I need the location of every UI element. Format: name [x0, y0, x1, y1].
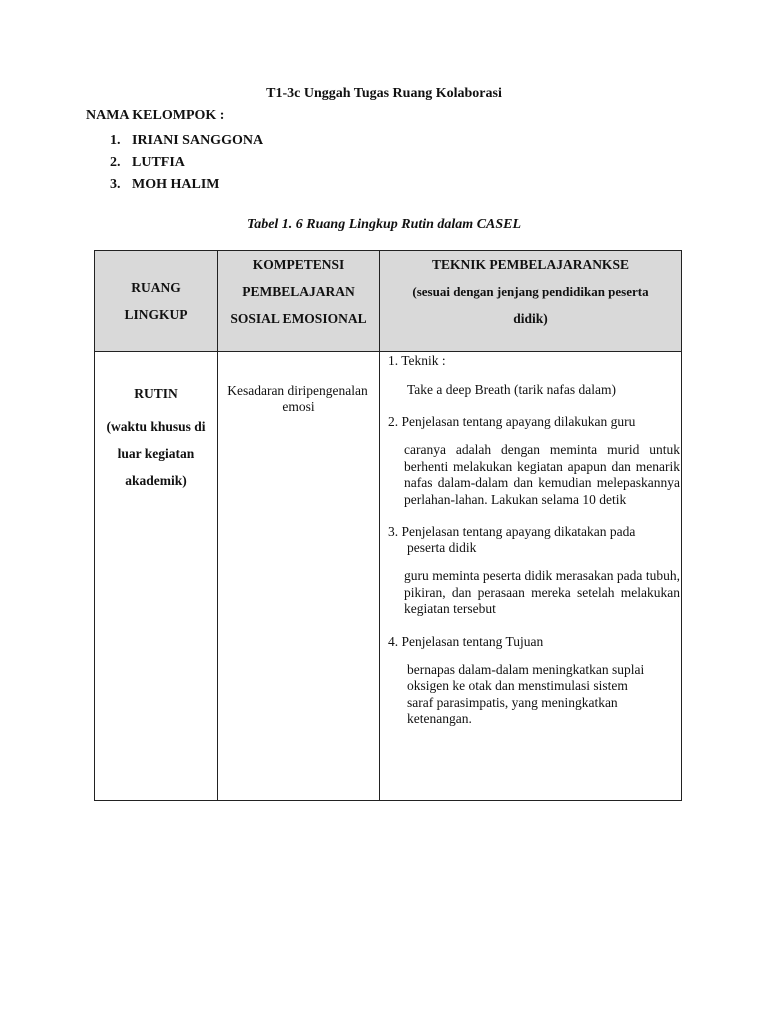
step2-title: 2. Penjelasan tentang apayang dilakukan guru	[388, 414, 636, 429]
step4-body: bernapas dalam-dalam meningkatkan suplai oksigen ke otak dan menstimulasi sistem saraf parasimpatis, yang meningkatkan ketenangan.	[407, 661, 645, 726]
table-row	[95, 352, 682, 801]
member-name: IRIANI SANGGONA	[132, 133, 264, 148]
cell-kompetensi: Kesadaran diripengenalan emosi	[218, 352, 380, 801]
lingkup-note: (waktu khusus di luar kegiatan akademik)	[106, 419, 206, 488]
casel-table	[94, 250, 682, 801]
list-item: 3. MOH HALIM	[110, 177, 220, 192]
table-caption: Tabel 1. 6 Ruang Lingkup Rutin dalam CASEL	[246, 217, 522, 232]
header-kompetensi: KOMPETENSI PEMBELAJARAN SOSIAL EMOSIONAL	[218, 251, 380, 352]
step3-title-cont: peserta didik	[407, 540, 477, 555]
cell-ruang-lingkup	[95, 352, 218, 801]
header-teknik: TEKNIK PEMBELAJARANKSE (sesuai dengan jenjang pendidikan peserta didik)	[380, 251, 682, 352]
table-header-row	[95, 251, 682, 352]
step2-body: caranya adalah dengan meminta murid untuk berhenti melakukan kegiatan apapun dan menarik nafas dalam-dalam dan kemudian melepaskannya perlahan-lahan. Lakukan selama 10 detik	[404, 442, 680, 507]
list-item: 1. IRIANI SANGGONA	[110, 133, 264, 148]
step4-title: 4. Penjelasan tentang Tujuan	[388, 633, 544, 649]
group-label: NAMA KELOMPOK :	[86, 108, 225, 123]
list-item: 2. LUTFIA	[110, 155, 185, 170]
lingkup-label: RUTIN	[134, 386, 178, 401]
step3-title: 3. Penjelasan tentang apayang dikatakan pada	[388, 524, 636, 539]
step3-body: guru meminta peserta didik merasakan pada tubuh, pikiran, dan perasaan mereka setelah melakukan kegiatan tersebut	[404, 568, 680, 616]
step1-body: Take a deep Breath (tarik nafas dalam)	[407, 382, 616, 397]
member-name: MOH HALIM	[132, 177, 220, 192]
member-list	[110, 130, 263, 196]
document-title: T1-3c Unggah Tugas Ruang Kolaborasi	[266, 86, 502, 101]
cell-teknik	[380, 352, 682, 801]
step1-title: 1. Teknik :	[388, 353, 446, 368]
header-ruang-lingkup: RUANG LINGKUP	[95, 251, 218, 352]
member-name: LUTFIA	[132, 155, 185, 170]
